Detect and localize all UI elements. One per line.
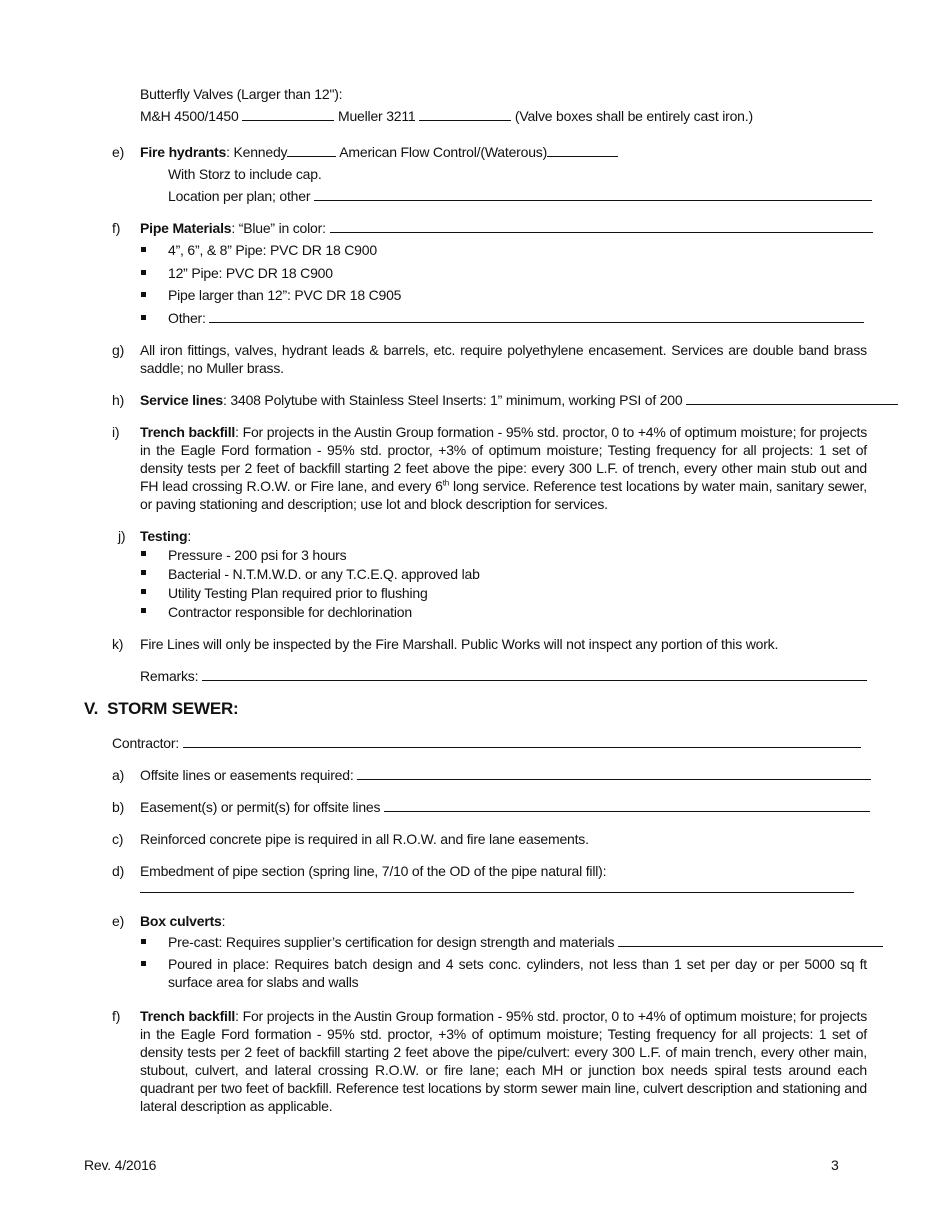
section-v-title: STORM SEWER: [107,699,239,718]
poured-in-place-text: Poured in place: Requires batch design and 4 sets conc. cylinders, not less than 1 set per day or per 5000 sq ft surface area for slabs and walls [168,956,867,990]
item-h-letter: h) [112,392,125,408]
testing-bullet-4: Contractor responsible for dechlorination [168,604,412,620]
storm-trench-backfill-text: : For projects in the Austin Group formation - 95% std. proctor, 0 to +4% of optimum moisture; for projects in the Eagle Ford formation - 95% std. proctor, +3% of optimum moisture; Testing frequency for all projects: 1 set of density tests per 2 feet of backfill starting 2 feet above the pipe/culvert: every 300 L.F. of main trench, every other main, stubout, culvert, and lateral crossing R.O.W. or fire lane; each MH or junction box needs spiral tests around each quadrant per two feet of backfill. Reference test locations by storm sewer main line, culvert description and stationing and lateral description as applicable. [140,1008,867,1114]
bullet-icon [141,570,146,575]
contractor-blank[interactable] [183,735,861,748]
service-lines-line [140,391,898,409]
bullet-icon [141,551,146,556]
water-trench-backfill-paragraph [140,423,867,513]
water-trench-backfill-title: Trench backfill [140,424,236,440]
bullet-icon [141,270,146,275]
item-j-letter: j) [118,528,126,544]
kennedy-blank[interactable] [287,144,336,157]
item-v-f-letter: f) [112,1008,121,1024]
fire-lines-text: Fire Lines will only be inspected by the Fire Marshall. Public Works will not inspect any portion of this work. [140,636,779,652]
mh-valve-label: M&H 4500/1450 [140,108,239,124]
revision-label: Rev. 4/2016 [84,1157,157,1173]
item-v-d-letter: d) [112,863,125,879]
item-f-letter: f) [112,220,121,236]
storz-note: With Storz to include cap. [168,166,322,182]
item-v-b-letter: b) [112,799,125,815]
bullet-icon [141,315,146,320]
american-flow-label: American Flow Control/(Waterous) [339,144,548,160]
item-v-a-letter: a) [112,767,125,783]
remarks-line [140,667,867,685]
bullet-icon [141,247,146,252]
offsite-lines-label: Offsite lines or easements required: [140,767,354,783]
mh-valve-blank[interactable] [242,108,334,121]
box-culverts-title: Box culverts [140,913,222,929]
bullet-icon [141,961,146,966]
water-trench-backfill-text-b: long service. Reference test locations by water main, sanitary sewer, or paving stationing and description; use lot and block description for services. [140,478,867,512]
item-v-c-letter: c) [112,831,124,847]
easements-label: Easement(s) or permit(s) for offsite lines [140,799,381,815]
service-lines-text: : 3408 Polytube with Stainless Steel Inserts: 1” minimum, working PSI of 200 [223,392,683,408]
box-culverts-colon: : [221,913,226,929]
pipe-materials-title: Pipe Materials [140,220,232,236]
storm-trench-backfill-title: Trench backfill [140,1008,236,1024]
kennedy-label: : Kennedy [226,144,288,160]
offsite-lines-line [140,766,871,784]
valves-heading: Butterfly Valves (Larger than 12"): [140,86,343,102]
item-i-letter: i) [112,424,120,440]
precast-line [168,933,883,951]
pipe-other-blank[interactable] [209,310,864,323]
easements-blank[interactable] [384,799,870,812]
bullet-icon [141,608,146,613]
pipe-materials-line [140,219,873,237]
valve-box-note: (Valve boxes shall be entirely cast iron.) [514,108,753,124]
page-number: 3 [831,1157,839,1173]
item-e-letter: e) [112,144,125,160]
reinforced-pipe-text: Reinforced concrete pipe is required in all R.O.W. and fire lane easements. [140,831,589,847]
bullet-icon [141,939,146,944]
testing-colon: : [187,528,192,544]
hydrant-location-blank[interactable] [314,188,872,201]
easements-line [140,798,870,816]
service-lines-blank[interactable] [686,392,898,405]
pipe-color-blank[interactable] [330,220,873,233]
contractor-line [112,734,861,752]
testing-bullet-1: Pressure - 200 psi for 3 hours [168,547,347,563]
american-flow-blank[interactable] [547,144,618,157]
pipe-bullet-2: 12” Pipe: PVC DR 18 C900 [168,265,333,281]
mueller-valve-blank[interactable] [419,108,511,121]
box-culverts-heading [140,912,225,930]
item-g-letter: g) [112,342,125,358]
bullet-icon [141,292,146,297]
embedment-text: Embedment of pipe section (spring line, 7/10 of the OD of the pipe natural fill): [140,863,607,879]
polyethylene-paragraph: All iron fittings, valves, hydrant leads & barrels, etc. require polyethylene encasement. Services are double band brass saddle; no Muller brass. [140,342,867,376]
mueller-valve-label: Mueller 3211 [338,108,416,124]
service-lines-title: Service lines [140,392,224,408]
remarks-blank[interactable] [202,668,867,681]
section-v-number: V. [84,699,99,718]
item-v-e-letter: e) [112,913,125,929]
pipe-bullet-1: 4”, 6”, & 8” Pipe: PVC DR 18 C900 [168,242,377,258]
valves-options-line [140,107,753,125]
pipe-materials-text: : “Blue” in color: [231,220,326,236]
water-trench-backfill-text-a: : For projects in the Austin Group formation - 95% std. proctor, 0 to +4% of optimum moisture; for projects in the Eagle Ford formation - 95% std. proctor, +3% of optimum moisture; Testing frequency for all projects: 1 set of density tests per 2 feet of backfill starting 2 feet above the pipe: every 300 L.F. of trench, every other main stub out and FH lead crossing R.O.W. or Fire lane, and every 6 [140,424,867,494]
item-k-letter: k) [112,636,124,652]
ordinal-suffix: th [442,478,450,488]
testing-bullet-2: Bacterial - N.T.M.W.D. or any T.C.E.Q. approved lab [168,566,480,582]
hydrant-location-line [168,187,872,205]
pipe-other-label: Other: [168,310,206,326]
bullet-icon [141,589,146,594]
testing-title: Testing [140,528,188,544]
fire-hydrants-line [140,143,618,161]
remarks-label: Remarks: [140,668,199,684]
testing-bullet-3: Utility Testing Plan required prior to flushing [168,585,428,601]
contractor-label: Contractor: [112,735,180,751]
testing-heading [140,527,191,545]
section-v-heading [84,699,239,719]
precast-blank[interactable] [618,934,883,947]
hydrant-location-label: Location per plan; other [168,188,311,204]
offsite-lines-blank[interactable] [357,767,871,780]
embedment-blank[interactable] [140,891,854,893]
precast-text: Pre-cast: Requires supplier’s certification for design strength and materials [168,934,615,950]
fire-hydrants-title: Fire hydrants [140,144,227,160]
pipe-bullet-3: Pipe larger than 12”: PVC DR 18 C905 [168,287,402,303]
storm-trench-backfill-paragraph [140,1007,867,1115]
pipe-bullet-4 [168,309,864,327]
